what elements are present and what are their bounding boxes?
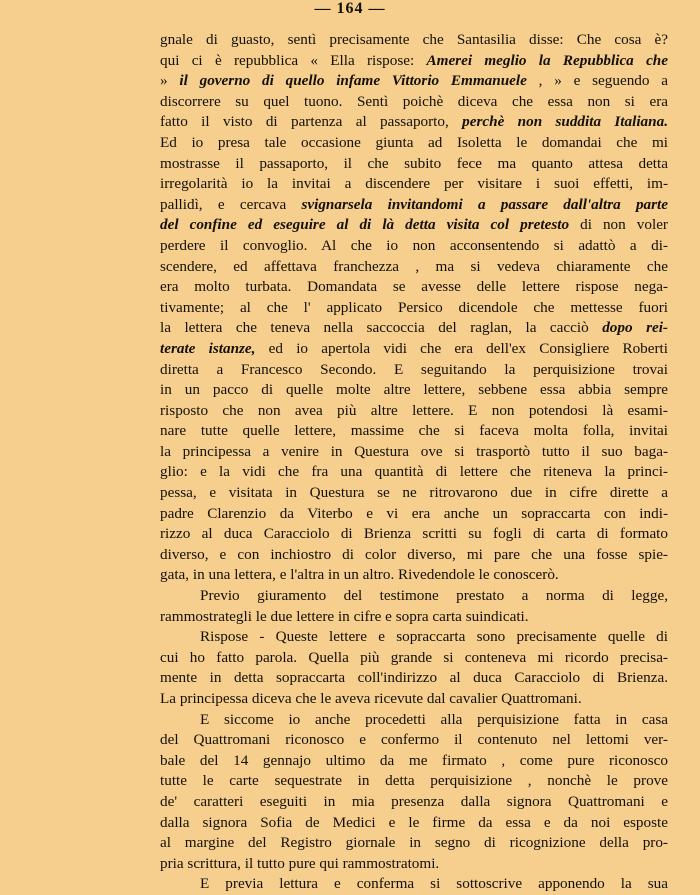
text-run: mostrasse il passaporto, il che subito fece ma quanto attesa detta — [160, 154, 668, 172]
body-text — [160, 30, 668, 895]
text-line — [160, 689, 668, 710]
text-run: bale del 14 gennajo ultimo da me firmato , come pure riconosco — [160, 751, 668, 769]
italic-text-run: Amerei meglio la Repubblica che — [426, 51, 668, 69]
text-run: pessa, e visitata in Questura se ne ritrovarono due in cifre dirette a — [160, 484, 668, 502]
text-line — [160, 462, 668, 483]
text-run: al margine del Registro giornale in segno di ricognizione della pro- — [160, 834, 668, 852]
italic-text-run: terate istanze, — [160, 339, 256, 357]
text-line — [160, 483, 668, 504]
text-run: ed io apertola vidi che era dell'ex Consigliere Roberti — [255, 339, 668, 357]
text-run: Rispose - Queste lettere e sopraccarta sono precisamente quelle di — [200, 628, 668, 646]
text-run: risposto che non avea più altre lettere. E non potendosi là esami- — [160, 401, 668, 419]
text-run: E previa lettura e conferma si sottoscrive apponendo la sua — [200, 875, 668, 893]
italic-text-run: svignarsela invitandomi a passare dall'altra parte — [301, 195, 668, 213]
text-line — [160, 792, 668, 813]
page-number: — 164 — — [314, 0, 386, 17]
text-run: tutte le carte sequestrate in detta perquisizione , nonchè le prove — [160, 772, 668, 790]
text-line — [160, 874, 668, 895]
text-line — [160, 154, 668, 175]
text-run: del Quattromani riconosco e confermo il contenuto nel lettomi ver- — [160, 731, 668, 749]
text-run: discorrere su quel tuono. Sentì poichè diceva che essa non si era — [160, 92, 668, 110]
text-line — [160, 771, 668, 792]
text-run: gata, in una lettera, e l'altra in un altro. Rivedendole le conoscerò. — [160, 566, 559, 584]
text-run: perdere il convoglio. Al che io non acconsentendo si adattò a di- — [160, 236, 668, 254]
italic-text-run: perchè non suddita Italiana. — [462, 113, 668, 131]
text-line — [160, 524, 668, 545]
text-line — [160, 607, 668, 628]
text-run: de' caratteri eseguiti in mia presenza dalla signora Quattromani e — [160, 792, 668, 810]
text-run: diretta a Francesco Secondo. E seguitando la perquisizione trovai — [160, 360, 668, 378]
text-run: fatto il visto di partenza al passaporto, — [160, 113, 463, 131]
text-line — [160, 545, 668, 566]
text-line — [160, 833, 668, 854]
text-line — [160, 318, 668, 339]
text-run: rizzo al duca Caracciolo di Brienza scritti su fogli di carta di formato — [160, 525, 668, 543]
text-run: tivamente; al che l' applicato Persico dicendole che mettesse fuori — [160, 298, 668, 316]
text-run: glio: e la vidi che fra una quantità di lettere che riteneva la princi- — [160, 463, 668, 481]
text-run: era molto turbata. Domandata se avesse delle lettere rispose nega- — [160, 278, 668, 296]
text-run: pria scrittura, il tutto pure qui rammostratomi. — [160, 854, 440, 872]
text-run: la principessa a venire in Questura ove si trasportò tutto il suo baga- — [160, 442, 668, 460]
text-run: mente in detta sopraccarta coll'indirizzo al duca Caracciolo di Brienza. — [160, 669, 668, 687]
text-line — [160, 648, 668, 669]
text-run: in un pacco di quelle molte altre lettere, sebbene essa abbia sempre — [160, 381, 668, 399]
text-run: gnale di guasto, sentì precisamente che Santasilia disse: Che cosa è? — [160, 31, 668, 48]
text-run: Previo giuramento del testimone prestato a norma di legge, — [200, 587, 668, 605]
text-line — [160, 195, 668, 216]
text-run: La principessa diceva che le aveva ricevute dal cavalier Quattromani. — [160, 690, 582, 707]
text-line — [160, 730, 668, 751]
text-run: qui ci è repubblica « Ella rispose: — [160, 51, 427, 69]
text-line — [160, 401, 668, 422]
text-line — [160, 92, 668, 113]
text-line — [160, 813, 668, 834]
italic-text-run: il governo di quello infame Vittorio Emmanuele — [179, 72, 527, 90]
text-line — [160, 30, 668, 51]
text-line — [160, 112, 668, 133]
text-run: la lettera che teneva nella saccoccia del raglan, la cacciò — [160, 319, 603, 337]
text-line — [160, 668, 668, 689]
text-line — [160, 565, 668, 586]
text-line — [160, 442, 668, 463]
text-line — [160, 380, 668, 401]
text-line — [160, 854, 668, 875]
text-run: » — [160, 72, 180, 90]
text-line — [160, 51, 668, 72]
text-line — [160, 71, 668, 92]
italic-text-run: dopo rei- — [602, 319, 668, 337]
text-run: di non voler — [569, 216, 668, 234]
text-line — [160, 627, 668, 648]
text-line — [160, 215, 668, 236]
text-line — [160, 257, 668, 278]
text-line — [160, 710, 668, 731]
text-line — [160, 339, 668, 360]
text-run: irregolarità io la invitai a discendere per visitare i suoi effetti, im- — [160, 175, 668, 193]
text-line — [160, 504, 668, 525]
text-line — [160, 421, 668, 442]
text-line — [160, 586, 668, 607]
text-run: pallidì, e cercava — [160, 195, 302, 213]
text-line — [160, 174, 668, 195]
text-run: , » e seguendo a — [526, 72, 668, 90]
text-line — [160, 751, 668, 772]
text-run: padre Clarenzio da Viterbo e vi era anche un sopraccarta con indi- — [160, 504, 668, 522]
text-run: diverso, e con inchiostro di color diverso, mi pare che una fosse spie- — [160, 545, 668, 563]
text-line — [160, 133, 668, 154]
text-line — [160, 277, 668, 298]
text-run: dalla signora Sofia de Medici e le firme da essa e da noi esposte — [160, 813, 668, 831]
text-run: Ed io presa tale occasione giunta ad Isoletta le domandai che mi — [160, 133, 668, 151]
italic-text-run: del confine ed eseguire al di là detta visita col pretesto — [160, 216, 570, 234]
text-line — [160, 298, 668, 319]
text-run: scendere, ed affettava franchezza , ma si vedeva chiaramente che — [160, 257, 668, 275]
text-run: cui ho fatto parola. Quella più grande si conteneva mi ricordo precisa- — [160, 648, 668, 666]
text-run: rammostrategli le due lettere in cifre e sopra carta suindicati. — [160, 607, 529, 625]
text-run: nare tutte quelle lettere, massime che si faceva molta folla, invitai — [160, 422, 668, 440]
text-run: E siccome io anche procedetti alla perquisizione fatta in casa — [200, 710, 668, 728]
text-line — [160, 360, 668, 381]
text-line — [160, 236, 668, 257]
